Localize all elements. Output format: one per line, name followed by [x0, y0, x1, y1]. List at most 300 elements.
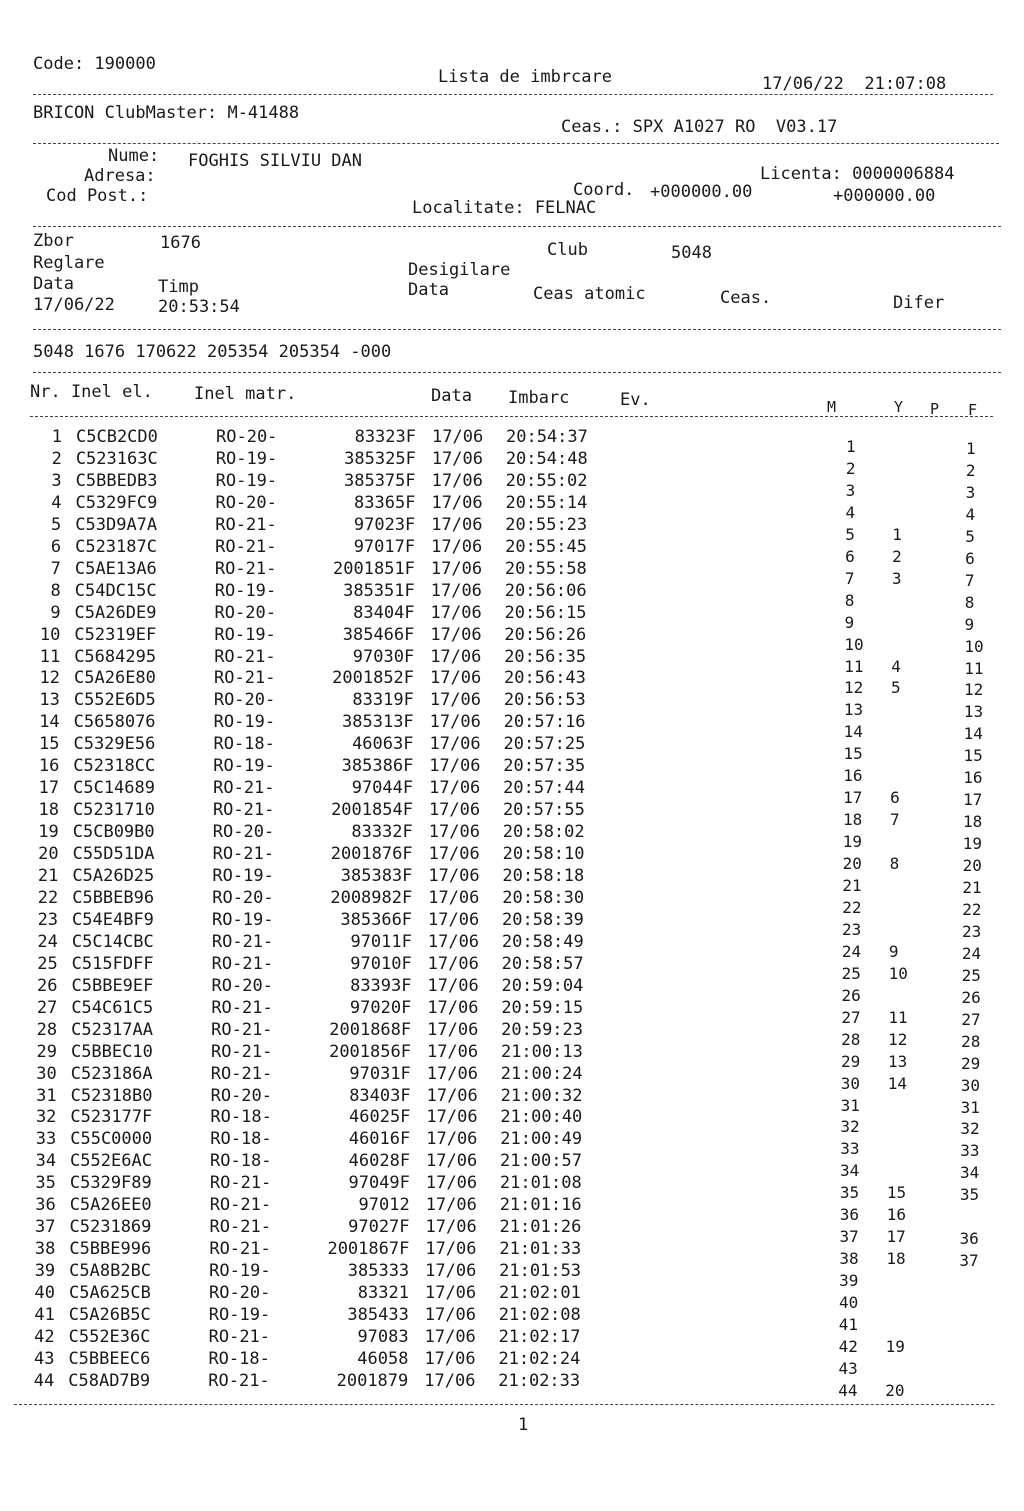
row-nr: 14: [39, 712, 60, 733]
rank-m: 35: [839, 1183, 860, 1203]
ring-number: 385466F: [342, 624, 415, 645]
ring-number: 83365F: [354, 492, 416, 513]
arrival-date: 17/06: [425, 1173, 478, 1194]
arrival-date: 17/06: [432, 427, 484, 447]
rank-y: 19: [885, 1336, 905, 1356]
ring-prefix: RO-21-: [214, 558, 277, 579]
ring-number: 2008982F: [330, 887, 413, 908]
ring-number: 385433: [347, 1305, 409, 1325]
electronic-ring: C5684295: [74, 646, 157, 667]
rank-y: 14: [887, 1073, 908, 1093]
arrival-date: 17/06: [429, 690, 482, 711]
table-row: [0, 1172, 1024, 1205]
club-number: 5048: [671, 243, 712, 263]
arrival-date: 17/06: [424, 1326, 476, 1347]
arrival-time: 20:58:39: [502, 909, 584, 930]
arrival-time: 20:56:06: [504, 580, 587, 601]
arrival-date: 17/06: [426, 1041, 479, 1062]
electronic-ring: C5A26EE0: [69, 1195, 152, 1216]
rank-y: 3: [891, 568, 902, 588]
license-number: Licenta: 0000006884: [760, 164, 955, 184]
row-nr: 34: [35, 1151, 57, 1172]
arrival-time: 20:58:02: [502, 822, 585, 843]
arrival-date: 17/06: [427, 953, 479, 974]
ring-prefix: RO-21-: [212, 800, 275, 821]
ring-prefix: RO-21-: [213, 778, 275, 799]
table-row: [0, 1216, 1024, 1249]
electronic-ring: C5C14CBC: [71, 931, 154, 952]
arrival-time: 21:00:32: [500, 1085, 583, 1106]
rank-m: 24: [841, 941, 862, 961]
header-imbarc: Imbarc: [508, 388, 570, 408]
rank-f: 35: [959, 1185, 980, 1205]
rank-m: 2: [845, 458, 856, 478]
rank-f: 26: [961, 987, 981, 1007]
row-nr: 40: [34, 1283, 55, 1304]
rank-y: 13: [887, 1051, 908, 1071]
table-row: [0, 1348, 1024, 1378]
rank-m: 6: [845, 546, 855, 566]
arrival-time: 21:02:01: [498, 1283, 581, 1304]
electronic-ring: C52317AA: [71, 1019, 154, 1040]
ring-number: 385383F: [340, 866, 413, 886]
rank-m: 28: [841, 1029, 861, 1049]
arrival-time: 20:58:30: [502, 887, 585, 908]
rank-m: 41: [838, 1315, 859, 1334]
rank-f: 28: [961, 1031, 981, 1051]
rank-y: 12: [888, 1029, 908, 1049]
arrival-date: 17/06: [430, 602, 482, 623]
arrival-date: 17/06: [428, 909, 480, 930]
electronic-ring: C52318B0: [70, 1085, 153, 1106]
arrival-date: 17/06: [430, 580, 482, 601]
rank-m: 18: [842, 810, 863, 830]
row-nr: 42: [34, 1326, 55, 1347]
page-number: 1: [518, 1415, 529, 1435]
rank-f: 1: [966, 439, 976, 458]
electronic-ring: C5A26DE9: [74, 602, 157, 623]
arrival-date: 17/06: [428, 822, 480, 843]
electronic-ring: C5A8B2BC: [69, 1261, 152, 1282]
row-nr: 21: [37, 866, 59, 886]
ring-number: 46058: [357, 1348, 409, 1369]
ring-number: 97083: [357, 1326, 409, 1347]
separator-line: [30, 416, 993, 417]
table-row: [0, 799, 1024, 832]
ring-number: 97030F: [352, 646, 415, 667]
table-row: [0, 624, 1024, 656]
rank-m: 34: [840, 1161, 860, 1181]
ring-prefix: RO-20-: [208, 1283, 271, 1304]
electronic-ring: C52318CC: [73, 756, 156, 777]
rank-m: 20: [842, 854, 862, 874]
rank-m: 16: [843, 766, 863, 786]
electronic-ring: C5A26B5C: [68, 1305, 151, 1325]
rank-m: 3: [845, 480, 856, 500]
rank-m: 8: [844, 590, 855, 610]
ring-number: 97020F: [349, 997, 412, 1018]
rank-m: 13: [843, 700, 864, 720]
rank-y: 5: [891, 678, 901, 698]
table-row: [0, 602, 1024, 634]
table-row: [0, 1260, 1024, 1291]
flight-number: 1676: [160, 233, 201, 253]
ring-number: 385386F: [341, 756, 414, 777]
electronic-ring: C5329F89: [69, 1173, 152, 1194]
arrival-time: 20:57:16: [503, 712, 586, 733]
rank-m: 26: [841, 985, 861, 1005]
row-nr: 6: [50, 536, 62, 557]
row-nr: 41: [34, 1305, 55, 1325]
table-row: [0, 711, 1024, 744]
ring-prefix: RO-21-: [209, 1195, 272, 1216]
arrival-date: 17/06: [424, 1283, 477, 1304]
rank-m: 29: [840, 1051, 861, 1071]
electronic-ring: C5BBE9EF: [71, 975, 154, 996]
electronic-ring: C5658076: [73, 712, 156, 733]
ring-prefix: RO-21-: [210, 1063, 273, 1084]
ring-number: 2001856F: [329, 1041, 411, 1062]
rank-y: 10: [888, 963, 908, 983]
table-row: [0, 887, 1024, 919]
arrival-time: 20:59:15: [501, 997, 584, 1018]
rank-m: 22: [842, 897, 862, 917]
electronic-ring: C5BBEDB3: [75, 470, 158, 491]
arrival-date: 17/06: [430, 668, 482, 689]
arrival-date: 17/06: [426, 1107, 478, 1128]
arrival-time: 21:02:08: [498, 1305, 581, 1325]
rank-f: 27: [961, 1009, 981, 1029]
arrival-date: 17/06: [427, 1019, 479, 1040]
arrival-time: 20:56:53: [503, 690, 586, 711]
electronic-ring: C58AD7B9: [68, 1370, 151, 1391]
clock-id: Ceas.: SPX A1027 RO V03.17: [561, 117, 838, 137]
rank-y: 16: [886, 1205, 906, 1225]
rank-y: 1: [892, 524, 902, 544]
rank-m: 44: [838, 1380, 858, 1400]
arrival-date: 17/06: [429, 756, 481, 777]
rank-f: 36: [959, 1229, 979, 1249]
electronic-ring: C55C0000: [70, 1129, 153, 1150]
ring-prefix: RO-18-: [208, 1348, 270, 1369]
arrival-time: 20:55:23: [505, 514, 588, 535]
club-label: Club: [547, 240, 588, 260]
electronic-ring: C5AE13A6: [74, 558, 157, 579]
locality: Localitate: FELNAC: [412, 198, 597, 218]
table-row: [0, 821, 1024, 854]
rank-f: 32: [960, 1119, 980, 1139]
arrival-time: 20:57:25: [503, 734, 586, 755]
row-nr: 39: [34, 1261, 56, 1282]
ring-number: 385325F: [344, 448, 416, 469]
difference-label: Difer: [893, 293, 945, 313]
row-nr: 8: [50, 580, 61, 601]
arrival-time: 20:58:57: [501, 953, 584, 974]
table-row: [0, 1041, 1024, 1073]
row-nr: 30: [36, 1063, 57, 1084]
rank-m: 12: [844, 678, 864, 698]
ring-number: 83393F: [350, 975, 412, 996]
rank-f: 5: [965, 526, 975, 546]
electronic-ring: C5CB2CD0: [76, 427, 158, 447]
row-nr: 4: [51, 492, 62, 513]
rank-m: 31: [840, 1095, 860, 1115]
arrival-time: 20:58:10: [502, 844, 585, 865]
arrival-date: 17/06: [427, 975, 479, 996]
arrival-date: 17/06: [425, 1217, 477, 1238]
ring-number: 83319F: [352, 690, 414, 711]
rank-m: 15: [843, 744, 863, 764]
separator-line: [14, 1404, 994, 1405]
electronic-ring: C5329FC9: [75, 492, 158, 513]
rank-f: 31: [960, 1097, 980, 1117]
ring-number: 97010F: [350, 953, 412, 974]
ring-number: 385366F: [340, 909, 413, 930]
ring-prefix: RO-19-: [213, 712, 276, 733]
electronic-ring: C5231710: [72, 800, 155, 821]
row-nr: 22: [37, 887, 59, 908]
ring-prefix: RO-21-: [208, 1370, 270, 1391]
table-row: [0, 931, 1024, 963]
atomic-clock-label: Ceas atomic: [533, 284, 646, 304]
arrival-time: 21:02:17: [498, 1326, 581, 1347]
rank-f: 25: [961, 965, 981, 985]
ring-prefix: RO-21-: [212, 844, 274, 865]
date-label: Data: [33, 274, 74, 294]
arrival-time: 20:55:58: [504, 558, 587, 579]
rank-m: 33: [840, 1139, 860, 1159]
rank-y: 11: [888, 1007, 908, 1027]
separator-line: [33, 143, 999, 144]
table-row: [0, 1150, 1024, 1183]
summary-line: 5048 1676 170622 205354 205354 -000: [33, 342, 392, 362]
row-nr: 32: [35, 1107, 57, 1128]
electronic-ring: C5BBEC10: [70, 1041, 153, 1062]
table-row: [0, 975, 1024, 1007]
ring-number: 2001868F: [329, 1019, 412, 1040]
electronic-ring: C5BBEB96: [72, 887, 155, 908]
arrival-date: 17/06: [425, 1239, 477, 1260]
arrival-time: 20:56:43: [504, 668, 586, 689]
rank-f: 29: [960, 1053, 981, 1073]
row-nr: 9: [50, 602, 61, 623]
arrival-time: 21:01:16: [499, 1195, 582, 1216]
document-title: Lista de imbrcare: [438, 67, 612, 87]
arrival-time: 20:56:35: [504, 646, 587, 667]
ring-prefix: RO-21-: [209, 1217, 271, 1238]
electronic-ring: C523186A: [70, 1063, 153, 1084]
row-nr: 12: [39, 668, 61, 689]
postal-code-label: Cod Post.:: [46, 186, 149, 206]
rank-f: 2: [965, 460, 976, 480]
ring-prefix: RO-19-: [215, 448, 278, 469]
electronic-ring: C54C61C5: [71, 997, 154, 1018]
table-row: [0, 689, 1024, 722]
electronic-ring: C5C14689: [73, 778, 155, 799]
rank-m: 25: [841, 963, 861, 983]
rank-f: 9: [964, 614, 975, 634]
row-nr: 1: [51, 427, 62, 447]
ring-prefix: RO-21-: [209, 1173, 272, 1194]
arrival-date: 17/06: [426, 1063, 478, 1084]
table-row: [0, 667, 1024, 700]
rank-y: 6: [890, 788, 900, 808]
owner-name: FOGHIS SILVIU DAN: [188, 151, 362, 171]
row-nr: 24: [37, 931, 58, 952]
arrival-time: 20:57:44: [503, 778, 585, 799]
rank-f: 10: [964, 636, 984, 656]
rank-f: 17: [963, 790, 983, 810]
setting-time: 20:53:54: [158, 297, 240, 317]
rank-m: 39: [839, 1271, 859, 1291]
rank-m: 30: [840, 1073, 861, 1093]
ring-prefix: RO-19-: [212, 866, 274, 886]
arrival-time: 20:56:26: [504, 624, 587, 645]
row-nr: 2: [51, 448, 62, 469]
ring-prefix: RO-19-: [215, 470, 278, 491]
print-datetime: 17/06/22 21:07:08: [762, 74, 947, 94]
rank-m: 40: [838, 1293, 859, 1313]
ring-prefix: RO-19-: [214, 580, 277, 601]
row-nr: 37: [35, 1217, 56, 1238]
arrival-date: 17/06: [431, 448, 483, 469]
rank-f: 23: [962, 921, 982, 941]
electronic-ring: C5329E56: [73, 734, 156, 755]
arrival-date: 17/06: [427, 931, 480, 952]
arrival-time: 20:58:18: [502, 866, 585, 886]
rank-y: 15: [886, 1183, 907, 1203]
arrival-time: 21:00:57: [500, 1151, 582, 1172]
rank-m: 43: [838, 1358, 858, 1378]
ring-prefix: RO-19-: [214, 624, 276, 645]
rank-m: 9: [844, 612, 855, 632]
ring-prefix: RO-21-: [210, 1041, 273, 1062]
electronic-ring: C5A26D25: [72, 866, 155, 886]
header-data: Data: [431, 386, 472, 406]
rank-f: 6: [965, 548, 975, 568]
rank-m: 17: [843, 788, 863, 808]
table-row: [0, 1063, 1024, 1095]
arrival-date: 17/06: [424, 1370, 476, 1391]
header-p: P: [930, 400, 940, 418]
arrival-time: 20:55:45: [505, 536, 587, 557]
row-nr: 25: [37, 953, 58, 974]
table-row: [0, 777, 1024, 810]
rank-f: 21: [962, 878, 982, 897]
row-nr: 23: [37, 909, 59, 930]
row-nr: 26: [37, 975, 58, 996]
ring-number: 385313F: [342, 712, 414, 733]
electronic-ring: C5231869: [69, 1217, 152, 1238]
rank-y: 4: [891, 656, 901, 676]
flight-label: Zbor: [33, 231, 74, 251]
coord-y: +000000.00: [833, 186, 936, 206]
ring-number: 385375F: [343, 470, 416, 491]
row-nr: 20: [38, 844, 59, 865]
table-row: [0, 1106, 1024, 1139]
arrival-time: 21:01:33: [499, 1239, 582, 1260]
row-nr: 43: [33, 1348, 55, 1369]
arrival-time: 20:55:14: [505, 492, 588, 513]
rank-m: 32: [840, 1117, 860, 1137]
rank-m: 37: [839, 1227, 859, 1247]
row-nr: 18: [38, 800, 59, 821]
arrival-time: 20:57:55: [502, 800, 585, 821]
row-nr: 36: [35, 1195, 56, 1216]
row-nr: 33: [35, 1129, 57, 1150]
row-nr: 31: [36, 1085, 57, 1106]
rank-m: 42: [838, 1336, 858, 1356]
arrival-date: 17/06: [430, 624, 482, 645]
time-label: Timp: [158, 277, 199, 297]
electronic-ring: C55D51DA: [72, 844, 155, 865]
header-nr-inel-el: Nr. Inel el.: [30, 382, 153, 402]
address-label: Adresa:: [84, 166, 156, 186]
arrival-time: 20:59:23: [501, 1019, 584, 1040]
electronic-ring: C54DC15C: [74, 580, 157, 601]
arrival-time: 21:00:24: [500, 1063, 583, 1084]
table-row: [0, 1085, 1024, 1117]
ring-prefix: RO-20-: [211, 975, 273, 996]
code-label: Code: 190000: [33, 54, 156, 74]
row-nr: 27: [36, 997, 58, 1018]
table-row: [0, 953, 1024, 985]
arrival-time: 20:59:04: [501, 975, 584, 996]
rank-f: 16: [963, 768, 983, 788]
ring-prefix: RO-21-: [214, 668, 276, 689]
table-row: [0, 558, 1024, 590]
table-row: [0, 1194, 1024, 1225]
table-row: [0, 448, 1024, 480]
rank-f: 15: [963, 746, 983, 766]
arrival-date: 17/06: [426, 1085, 478, 1106]
ring-number: 97017F: [353, 536, 416, 557]
arrival-date: 17/06: [428, 866, 480, 886]
ring-prefix: RO-21-: [208, 1326, 271, 1347]
arrival-time: 20:58:49: [501, 931, 584, 952]
rank-f: 18: [962, 812, 983, 832]
arrival-date: 17/06: [430, 646, 482, 667]
ring-prefix: RO-21-: [215, 536, 277, 557]
table-row: [0, 514, 1024, 546]
arrival-date: 17/06: [426, 1151, 478, 1172]
rank-m: 7: [844, 568, 855, 588]
ring-number: 46028F: [348, 1151, 411, 1172]
unsealing-label: Desigilare: [408, 260, 511, 280]
electronic-ring: C523163C: [75, 448, 158, 469]
ring-prefix: RO-21-: [211, 953, 274, 974]
rank-m: 38: [839, 1249, 859, 1269]
separator-line: [33, 329, 1001, 330]
row-nr: 11: [39, 646, 61, 667]
ring-prefix: RO-20-: [213, 690, 276, 711]
ring-prefix: RO-21-: [215, 514, 277, 535]
rank-f: 13: [963, 702, 984, 722]
table-row: [0, 733, 1024, 766]
arrival-time: 21:00:40: [500, 1107, 583, 1128]
row-nr: 35: [35, 1173, 56, 1194]
arrival-date: 17/06: [429, 778, 481, 799]
ring-prefix: RO-18-: [210, 1107, 272, 1128]
arrival-date: 17/06: [424, 1305, 476, 1325]
rank-m: 11: [844, 656, 864, 676]
table-row: [0, 997, 1024, 1029]
arrival-date: 17/06: [425, 1261, 477, 1282]
rank-f: 20: [962, 856, 982, 876]
ring-number: 2001867F: [327, 1239, 410, 1260]
name-label: Nume:: [108, 146, 160, 166]
ring-number: 97031F: [349, 1063, 411, 1084]
